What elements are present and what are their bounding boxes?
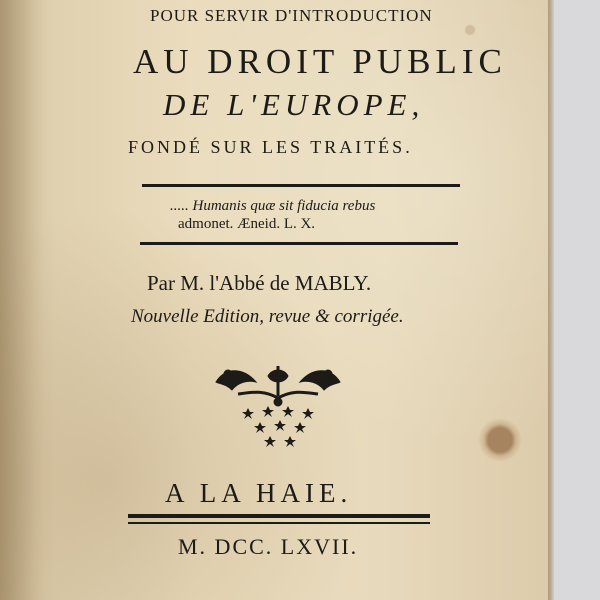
year-line: M. DCC. LXVII. — [178, 534, 359, 559]
bottom-rule-thin — [128, 522, 430, 524]
epigraph-line-1: ..... Humanis quæ sit fiducia rebus — [170, 198, 376, 214]
place-line: A LA HAIE. — [165, 478, 353, 508]
page-gutter-shadow — [0, 0, 44, 600]
bottom-rule-thick — [128, 514, 430, 518]
middle-rule — [140, 242, 458, 245]
edition-line: Nouvelle Edition, revue & corrigée. — [131, 306, 404, 327]
printer-ornament — [208, 362, 348, 454]
page-edge — [548, 0, 554, 600]
title-line-europe: DE L'EUROPE, — [163, 87, 425, 122]
top-rule — [142, 184, 460, 187]
epigraph-line-2: admonet. Æneid. L. X. — [178, 216, 316, 232]
subtitle-traites: FONDÉ SUR LES TRAITÉS. — [128, 137, 413, 157]
title-line-droit-public: AU DROIT PUBLIC — [133, 42, 507, 81]
subtitle-intro: POUR SERVIR D'INTRODUCTION — [150, 6, 433, 25]
author-line: Par M. l'Abbé de MABLY. — [147, 271, 372, 295]
